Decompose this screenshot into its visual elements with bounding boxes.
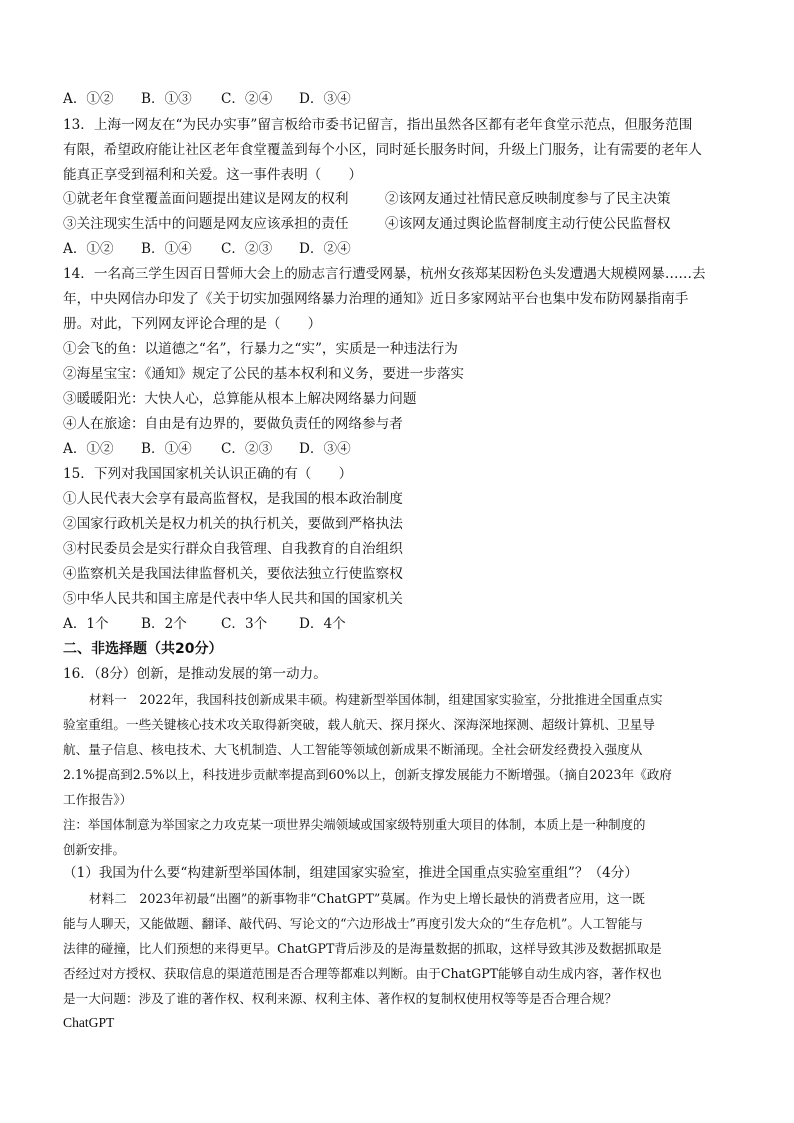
material1-line: 验室重组。一些关键核心技术攻关取得新突破，载人航天、探月探火、深海深地探测、超级计算机、卫星导 xyxy=(63,717,655,732)
option-c[interactable]: C．3个 xyxy=(221,616,268,632)
section-title: 二、非选择题（共20分） xyxy=(63,641,223,657)
material2-line: 材料二 2023年初最“出圈”的新事物非“ChatGPT”莫属。作为史上增长最快的消费者应用，这一既 xyxy=(89,891,645,906)
material2-line: 法律的碰撞，比人们预想的来得更早。ChatGPT背后涉及的是海量数据的抓取，这样导致其涉及数据抓取是 xyxy=(63,941,662,956)
q13-stem-line: 能真正享受到福利和关爱。这一事件表明（ ） xyxy=(63,167,363,183)
material1-line: 工作报告》） xyxy=(63,792,133,807)
q13-statement: ②该网友通过社情民意反映制度参与了民主决策 xyxy=(385,191,671,207)
q15-statement: ⑤中华人民共和国主席是代表中华人民共和国的国家机关 xyxy=(63,591,403,607)
q13-options xyxy=(63,239,754,259)
material2-line: 能与人聊天，又能做题、翻译、敲代码、写论文的“六边形战士”再度引发大众的“生存危机”。人工智能与 xyxy=(63,916,643,931)
q14-statement: ④人在旅途：自由是有边界的，要做负责任的网络参与者 xyxy=(63,416,403,432)
q16-stem: 16．（8分）创新，是推动发展的第一动力。 xyxy=(63,666,327,682)
q15-options xyxy=(63,614,754,634)
q13-statement: ④该网友通过舆论监督制度主动行使公民监督权 xyxy=(385,216,671,232)
q14-stem-line: 14．一名高三学生因百日誓师大会上的励志言行遭受网暴，杭州女孩郑某因粉色头发遭遇大规模网暴……去 xyxy=(63,266,706,282)
q13-statement: ①就老年食堂覆盖面问题提出建议是网友的权利 xyxy=(63,191,349,207)
option-d[interactable]: D．③④ xyxy=(299,441,351,457)
option-b[interactable]: B．①④ xyxy=(141,241,192,257)
q14-statement: ②海星宝宝：《通知》规定了公民的基本权利和义务，要进一步落实 xyxy=(63,366,465,382)
option-b[interactable]: B．①③ xyxy=(141,91,192,107)
option-a[interactable]: A．①② xyxy=(63,241,114,257)
material1-line: 2.1%提高到2.5%以上，科技进步贡献率提高到60%以上，创新支撑发展能力不断增强。（摘自2023年《政府 xyxy=(63,767,672,782)
q13-statement-row xyxy=(63,214,754,234)
option-a[interactable]: A．1个 xyxy=(63,616,109,632)
option-b[interactable]: B．①④ xyxy=(141,441,192,457)
q14-options xyxy=(63,439,754,459)
q13-statement-row xyxy=(63,189,754,209)
q12-options xyxy=(63,89,754,109)
q14-statement: ①会飞的鱼：以道德之“名”，行暴力之“实”，实质是一种违法行为 xyxy=(63,341,458,357)
q16-sub1: （1）我国为什么要“构建新型举国体制，组建国家实验室，推进全国重点实验室重组”？（4分） xyxy=(63,865,638,881)
option-c[interactable]: C．②④ xyxy=(221,91,273,107)
q13-stem-line: 有限，希望政府能让社区老年食堂覆盖到每个小区，同时延长服务时间，升级上门服务，让有需要的老年人 xyxy=(63,142,702,158)
q15-statement: ④监察机关是我国法律监督机关，要依法独立行使监察权 xyxy=(63,566,403,582)
q15-statement: ③村民委员会是实行群众自我管理、自我教育的自治组织 xyxy=(63,541,403,557)
q15-statement: ①人民代表大会享有最高监督权，是我国的根本政治制度 xyxy=(63,491,403,507)
note-line: 注：举国体制意为举国家之力攻克某一项世界尖端领域或国家级特别重大项目的体制，本质上是一种制度的 xyxy=(63,817,646,832)
option-b[interactable]: B．2个 xyxy=(141,616,187,632)
material2-line: 否经过对方授权、获取信息的渠道范围是否合理等都难以判断。由于ChatGPT能够自动生成内容，著作权也 xyxy=(63,966,662,981)
material1-line: 航、量子信息、核电技术、大飞机制造、人工智能等领域创新成果不断涌现。全社会研发经费投入强度从 xyxy=(63,742,643,757)
q15-stem: 15．下列对我国国家机关认识正确的有（ ） xyxy=(63,466,353,482)
option-d[interactable]: D．③④ xyxy=(299,91,351,107)
option-d[interactable]: D．4个 xyxy=(299,616,346,632)
q14-stem-line: 册。对此，下列网友评论合理的是（ ） xyxy=(63,316,322,332)
material2-line: 是一大问题：涉及了谁的著作权、权利来源、权利主体、著作权的复制权使用权等等是否合理合规？ xyxy=(63,991,618,1006)
q14-statement: ③暖暖阳光：大快人心，总算能从根本上解决网络暴力问题 xyxy=(63,391,417,407)
q13-statement: ③关注现实生活中的问题是网友应该承担的责任 xyxy=(63,216,349,232)
q14-stem-line: 年，中央网信办印发了《关于切实加强网络暴力治理的通知》近日多家网站平台也集中发布防网暴指南手 xyxy=(63,291,689,307)
option-c[interactable]: C．②③ xyxy=(221,241,273,257)
note-line: 创新安排。 xyxy=(63,842,125,857)
q13-stem-line: 13．上海一网友在“为民办实事”留言板给市委书记留言，指出虽然各区都有老年食堂示范点，但服务范围 xyxy=(63,117,693,133)
option-a[interactable]: A．①② xyxy=(63,441,114,457)
option-c[interactable]: C．②③ xyxy=(221,441,273,457)
trailing-text: ChatGPT xyxy=(63,1015,115,1030)
option-a[interactable]: A．①② xyxy=(63,91,114,107)
q15-statement: ②国家行政机关是权力机关的执行机关，要做到严格执法 xyxy=(63,516,403,532)
material1-line: 材料一 2022年，我国科技创新成果丰硕。构建新型举国体制，组建国家实验室，分批推进全国重点实 xyxy=(89,692,663,707)
option-d[interactable]: D．②④ xyxy=(299,241,351,257)
